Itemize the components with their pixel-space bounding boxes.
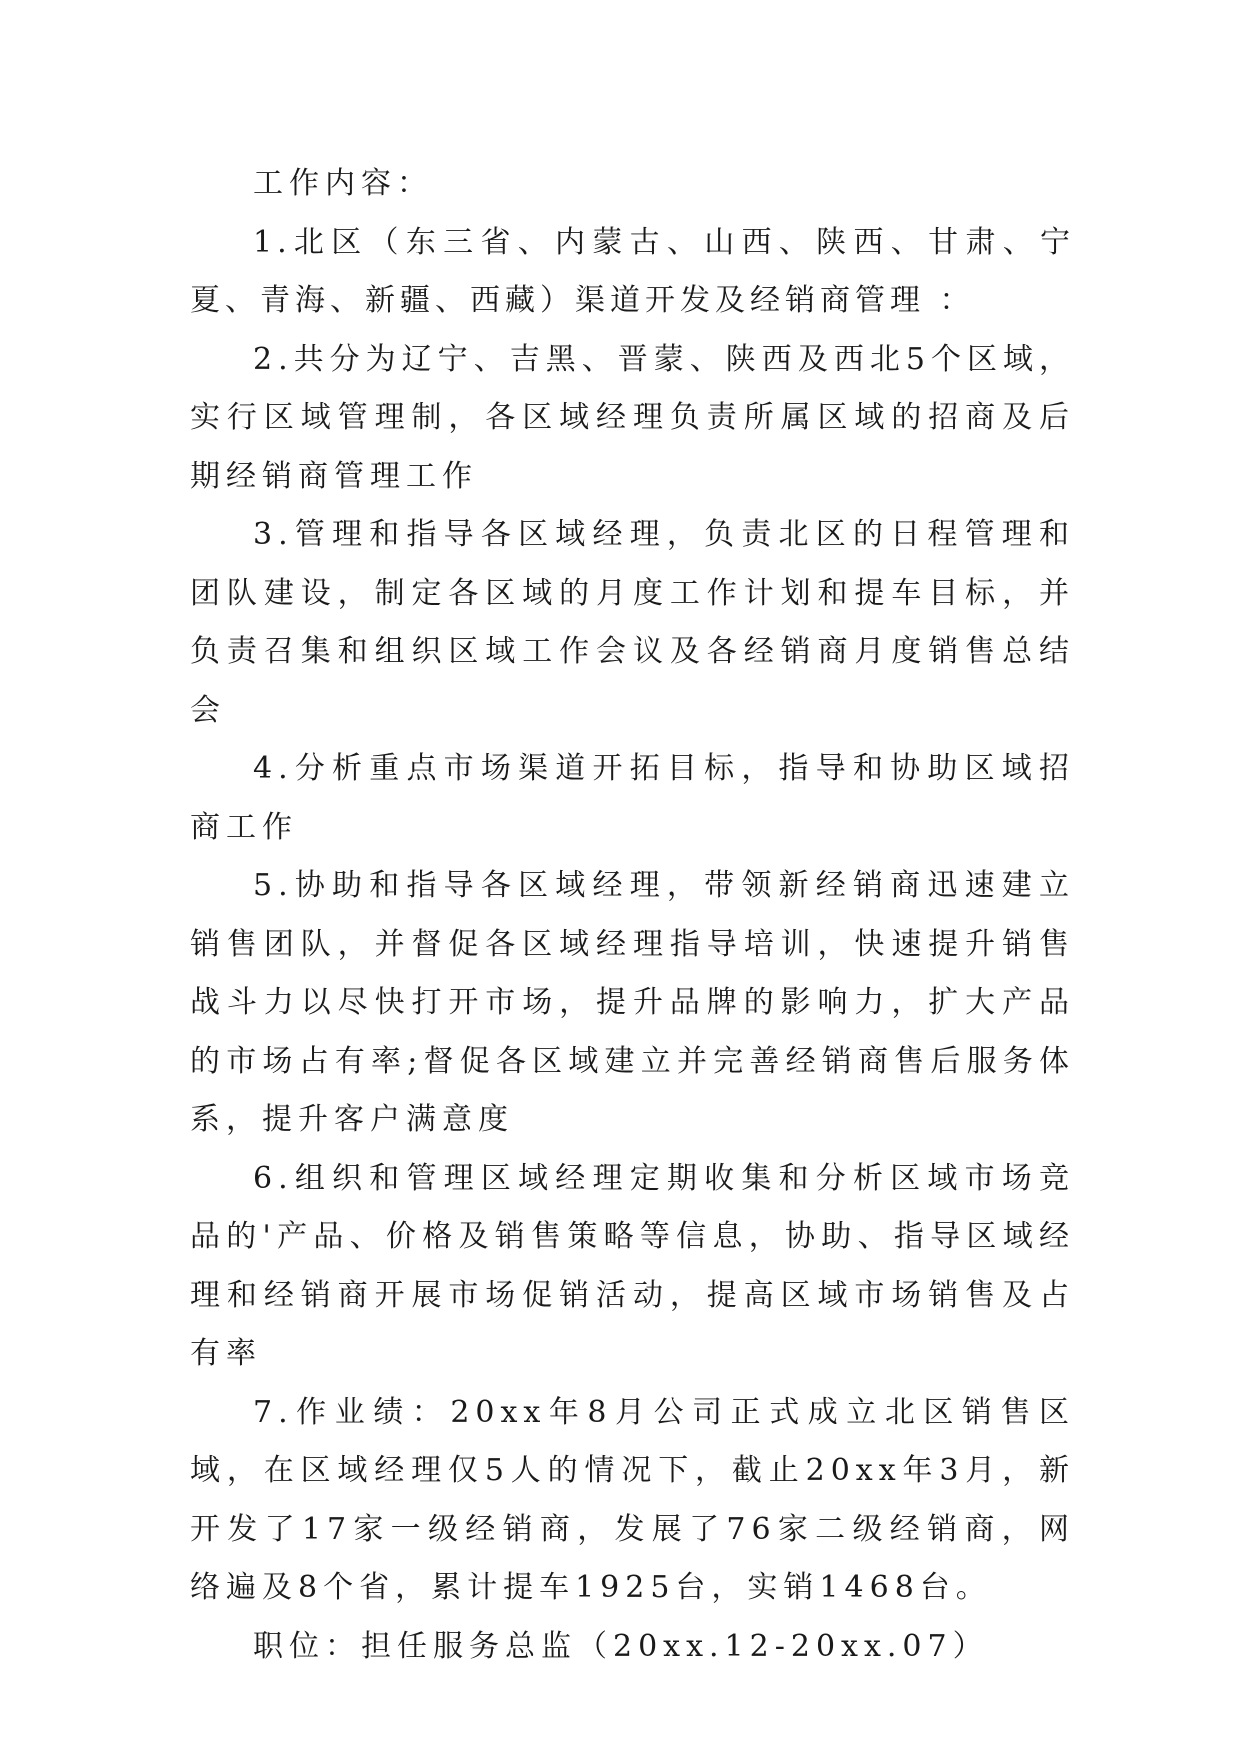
duty-item-2: 2.共分为辽宁、吉黑、晋蒙、陕西及西北5个区域，实行区域管理制，各区域经理负责所属区域的招商及后期经销商管理工作	[190, 341, 1075, 494]
duty-item-3: 3.管理和指导各区域经理，负责北区的日程管理和团队建设，制定各区域的月度工作计划和提车目标，并负责召集和组织区域工作会议及各经销商月度销售总结会	[190, 517, 1075, 728]
section-heading: 工作内容：	[253, 166, 433, 201]
position-line: 职位：担任服务总监（20xx.12-20xx.07）	[253, 1628, 989, 1664]
document-body	[190, 155, 1075, 1676]
duty-item-6: 6.组织和管理区域经理定期收集和分析区域市场竞品的'产品、价格及销售策略等信息，协助、指导区域经理和经销商开展市场促销活动，提高区域市场销售及占有率	[190, 1160, 1075, 1371]
duty-item-1: 1.北区（东三省、内蒙古、山西、陕西、甘肃、宁夏、青海、新疆、西藏）渠道开发及经销商管理 ：	[190, 224, 1075, 318]
duty-item-5: 5.协助和指导各区域经理，带领新经销商迅速建立销售团队，并督促各区域经理指导培训，快速提升销售战斗力以尽快打开市场，提升品牌的影响力，扩大产品的市场占有率;督促各区域建立并完善经销商售后服务体系，提升客户满意度	[190, 868, 1075, 1137]
duty-item-7: 7.作业绩：20xx年8月公司正式成立北区销售区域，在区域经理仅5人的情况下，截止20xx年3月，新开发了17家一级经销商，发展了76家二级经销商，网络遍及8个省，累计提车1925台，实销1468台。	[190, 1394, 1075, 1605]
duty-item-4: 4.分析重点市场渠道开拓目标，指导和协助区域招商工作	[190, 751, 1075, 845]
